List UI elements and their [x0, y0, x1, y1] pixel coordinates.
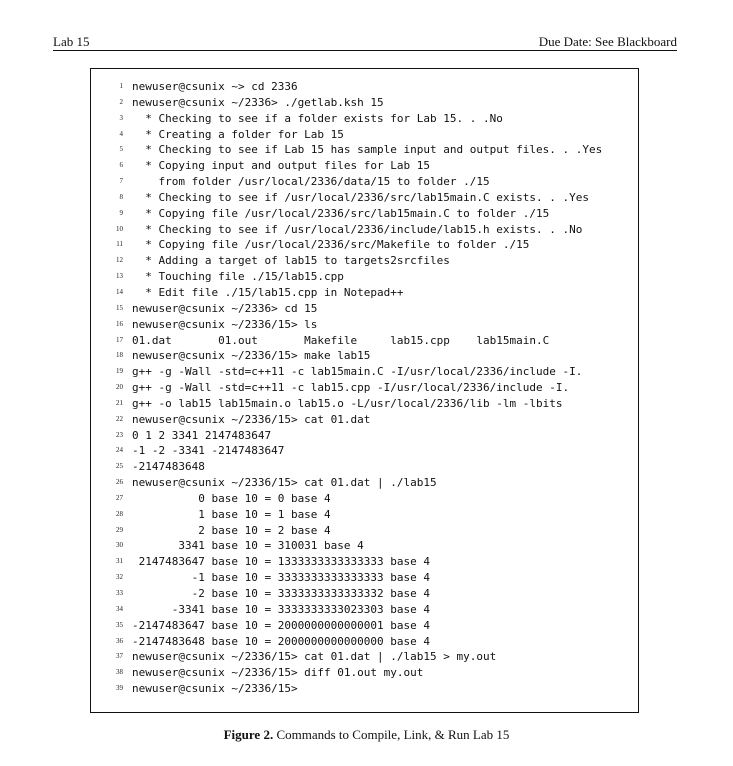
- code-text: newuser@csunix ~/2336/15> ls: [132, 317, 318, 331]
- code-line: [91, 127, 638, 143]
- line-number: 21: [116, 398, 123, 407]
- line-number: 4: [119, 129, 123, 138]
- code-line: [91, 158, 638, 174]
- code-text: newuser@csunix ~/2336/15> cat 01.dat: [132, 412, 371, 426]
- code-line: [91, 301, 638, 317]
- code-text: -1 -2 -3341 -2147483647: [132, 444, 285, 458]
- code-line: [91, 142, 638, 158]
- code-text: 0 base 10 = 0 base 4: [132, 491, 331, 505]
- code-text: * Checking to see if a folder exists for Lab 15. . .No: [132, 111, 503, 125]
- code-text: -2147483647 base 10 = 2000000000000001 base 4: [132, 618, 431, 632]
- code-text: g++ -o lab15 lab15main.o lab15.o -L/usr/local/2336/lib -lm -lbits: [132, 396, 563, 410]
- code-text: -2147483648: [132, 460, 205, 474]
- code-text: newuser@csunix ~/2336/15> cat 01.dat | ./lab15: [132, 476, 437, 490]
- line-number: 23: [116, 430, 123, 439]
- code-text: newuser@csunix ~/2336/15> make lab15: [132, 349, 371, 363]
- page-header: [53, 34, 677, 50]
- code-line: [91, 237, 638, 253]
- code-line: [91, 79, 638, 95]
- code-line: [91, 206, 638, 222]
- code-line: [91, 396, 638, 412]
- code-line: [91, 681, 638, 697]
- caption-label: Figure 2.: [223, 727, 274, 742]
- line-number: 12: [116, 256, 123, 265]
- header-lab-title: Lab 15: [53, 34, 90, 49]
- line-number: 35: [116, 620, 123, 629]
- code-text: newuser@csunix ~/2336/15> cat 01.dat | ./lab15 > my.out: [132, 650, 497, 664]
- code-listing-frame: [90, 68, 639, 713]
- code-text: 1 base 10 = 1 base 4: [132, 507, 331, 521]
- code-text: * Copying input and output files for Lab 15: [132, 159, 431, 173]
- line-number: 18: [116, 351, 123, 360]
- code-line: [91, 317, 638, 333]
- code-line: [91, 602, 638, 618]
- code-text: * Checking to see if /usr/local/2336/src/lab15main.C exists. . .Yes: [132, 190, 589, 204]
- code-line: [91, 491, 638, 507]
- code-line: [91, 269, 638, 285]
- code-text: 01.dat 01.out Makefile lab15.cpp lab15main.C: [132, 333, 550, 347]
- code-text: * Copying file /usr/local/2336/src/Makefile to folder ./15: [132, 238, 530, 252]
- code-line: [91, 222, 638, 238]
- figure-caption: [0, 727, 733, 743]
- line-number: 9: [119, 208, 123, 217]
- code-line: [91, 95, 638, 111]
- code-text: newuser@csunix ~/2336> cd 15: [132, 301, 318, 315]
- code-text: * Copying file /usr/local/2336/src/lab15main.C to folder ./15: [132, 206, 550, 220]
- line-number: 37: [116, 652, 123, 661]
- line-number: 11: [116, 240, 123, 249]
- line-number: 2: [119, 97, 123, 106]
- line-number: 25: [116, 462, 123, 471]
- line-number: 27: [116, 493, 123, 502]
- code-text: -2 base 10 = 3333333333333332 base 4: [132, 587, 431, 600]
- line-number: 3: [119, 113, 123, 122]
- line-number: 36: [116, 636, 123, 645]
- header-due-date: Due Date: See Blackboard: [538, 34, 677, 49]
- line-number: 26: [116, 478, 123, 487]
- line-number: 7: [119, 177, 123, 186]
- code-line: [91, 475, 638, 491]
- line-number: 34: [116, 604, 123, 613]
- line-number: 16: [116, 319, 123, 328]
- code-line: [91, 380, 638, 396]
- code-line: [91, 523, 638, 539]
- code-line: [91, 428, 638, 444]
- line-number: 32: [116, 573, 123, 582]
- line-number: 31: [116, 557, 123, 566]
- line-number: 6: [119, 161, 123, 170]
- line-number: 1: [119, 82, 123, 90]
- code-text: * Checking to see if /usr/local/2336/include/lab15.h exists. . .No: [132, 222, 583, 236]
- code-text: * Edit file ./15/lab15.cpp in Notepad++: [132, 285, 404, 299]
- code-line: [91, 111, 638, 127]
- code-text: newuser@csunix ~/2336/15> diff 01.out my.out: [132, 666, 424, 680]
- line-number: 19: [116, 367, 123, 376]
- code-text: 0 1 2 3341 2147483647: [132, 428, 272, 442]
- line-number: 20: [116, 383, 123, 392]
- line-number: 39: [116, 684, 123, 693]
- code-line: [91, 174, 638, 190]
- code-text: 3341 base 10 = 310031 base 4: [132, 539, 364, 553]
- caption-text: Commands to Compile, Link, & Run Lab 15: [273, 727, 510, 742]
- code-line: [91, 554, 638, 570]
- code-line: [91, 443, 638, 459]
- code-line: [91, 618, 638, 634]
- line-number: 28: [116, 509, 123, 518]
- code-text: * Creating a folder for Lab 15: [132, 127, 344, 141]
- line-number: 22: [116, 414, 123, 423]
- line-number: 15: [116, 303, 123, 312]
- code-line: [91, 412, 638, 428]
- code-line: [91, 253, 638, 269]
- code-line: [91, 507, 638, 523]
- code-text: g++ -g -Wall -std=c++11 -c lab15.cpp -I/usr/local/2336/include -I.: [132, 381, 570, 395]
- code-line: [91, 333, 638, 349]
- code-listing: [91, 79, 638, 697]
- code-line: [91, 459, 638, 475]
- code-text: newuser@csunix ~/2336> ./getlab.ksh 15: [132, 95, 384, 109]
- line-number: 30: [116, 541, 123, 550]
- code-line: [91, 285, 638, 301]
- code-line: [91, 586, 638, 602]
- code-text: * Adding a target of lab15 to targets2srcfiles: [132, 254, 450, 268]
- line-number: 33: [116, 589, 123, 597]
- code-text: 2 base 10 = 2 base 4: [132, 523, 331, 537]
- line-number: 5: [119, 145, 123, 154]
- code-line: [91, 649, 638, 665]
- header-rule: [53, 50, 677, 51]
- code-text: newuser@csunix ~/2336/15>: [132, 682, 298, 696]
- code-line: [91, 538, 638, 554]
- code-text: from folder /usr/local/2336/data/15 to folder ./15: [132, 175, 490, 189]
- code-text: 2147483647 base 10 = 1333333333333333 base 4: [132, 555, 431, 569]
- code-line: [91, 364, 638, 380]
- line-number: 14: [116, 287, 123, 296]
- code-line: [91, 190, 638, 206]
- line-number: 10: [116, 224, 123, 233]
- code-line: [91, 665, 638, 681]
- code-line: [91, 570, 638, 586]
- line-number: 17: [116, 335, 123, 344]
- line-number: 8: [119, 192, 123, 201]
- line-number: 29: [116, 525, 123, 534]
- code-text: -1 base 10 = 3333333333333333 base 4: [132, 571, 431, 585]
- line-number: 24: [116, 446, 123, 455]
- line-number: 38: [116, 668, 123, 677]
- code-text: -3341 base 10 = 3333333333023303 base 4: [132, 602, 431, 616]
- code-text: * Touching file ./15/lab15.cpp: [132, 270, 344, 284]
- code-line: [91, 634, 638, 650]
- line-number: 13: [116, 272, 123, 281]
- code-text: g++ -g -Wall -std=c++11 -c lab15main.C -I/usr/local/2336/include -I.: [132, 365, 583, 379]
- code-text: -2147483648 base 10 = 2000000000000000 base 4: [132, 634, 431, 648]
- code-line: [91, 348, 638, 364]
- code-text: * Checking to see if Lab 15 has sample input and output files. . .Yes: [132, 143, 603, 157]
- code-text: newuser@csunix ~> cd 2336: [132, 80, 298, 93]
